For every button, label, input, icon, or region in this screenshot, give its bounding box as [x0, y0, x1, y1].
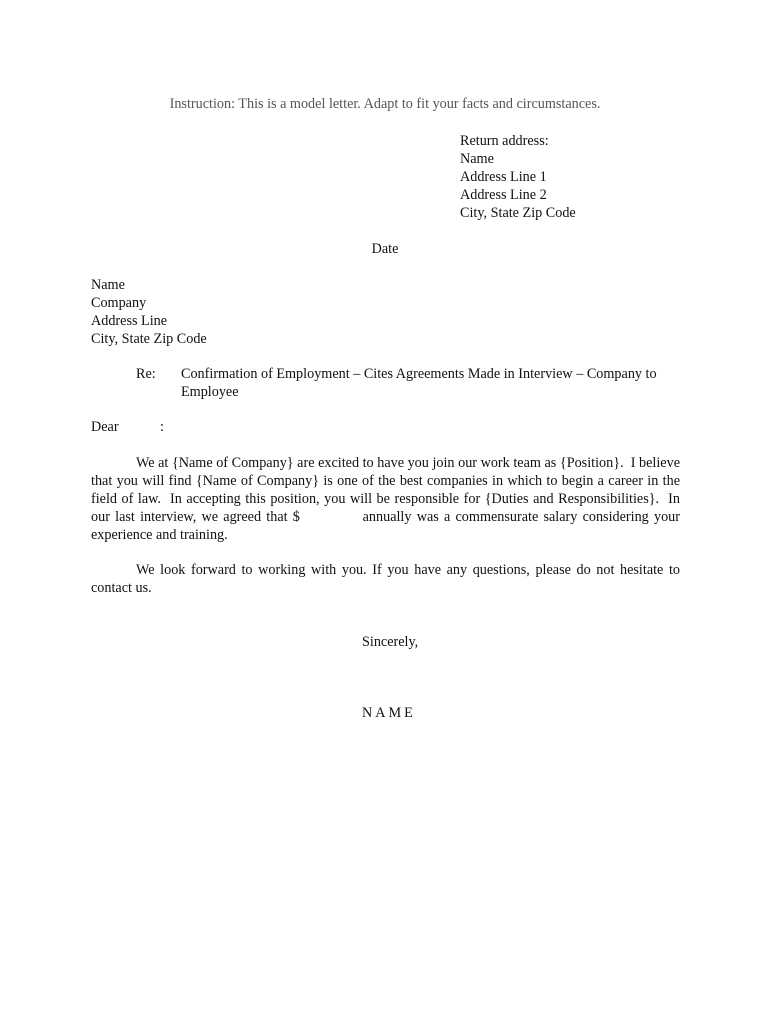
instruction-note: Instruction: This is a model letter. Adapt to fit your facts and circumstances. [169, 96, 601, 112]
recipient-name: Name [91, 277, 125, 293]
subject-text: Confirmation of Employment – Cites Agreements Made in Interview – Company to Employee [181, 366, 657, 400]
return-address-city-state-zip: City, State Zip Code [460, 205, 576, 221]
body-paragraph-1 [91, 454, 684, 544]
subject-label: Re: [136, 366, 156, 382]
signature-name: NAME [362, 705, 416, 721]
body-paragraph-2 [91, 561, 680, 597]
recipient-city-state-zip: City, State Zip Code [91, 331, 207, 347]
letter-date: Date [371, 241, 399, 257]
return-address-line1: Address Line 1 [460, 169, 547, 185]
closing: Sincerely, [362, 634, 419, 650]
salutation-colon: : [160, 419, 164, 435]
body-paragraph-2-text: We look forward to working with you. If you have any questions, please do not hesitate to contact us. [91, 562, 680, 596]
recipient-address-line: Address Line [91, 313, 168, 329]
return-address-line2: Address Line 2 [460, 187, 547, 203]
recipient-company: Company [91, 295, 147, 311]
salutation-word: Dear [91, 419, 119, 435]
body-paragraph-1-text: We at {Name of Company} are excited to have you join our work team as {Position}. I believe that you will find {Name of Company} is one of the best companies in which to begin a career in the field of law. In accepting this position, you will be responsible for {Duties and Responsibilities}. In our last interview, we agreed that $ annually was a commensurate salary considering your experience and training. [91, 455, 684, 543]
return-address-name: Name [460, 151, 494, 167]
return-address-label: Return address: [460, 133, 549, 149]
